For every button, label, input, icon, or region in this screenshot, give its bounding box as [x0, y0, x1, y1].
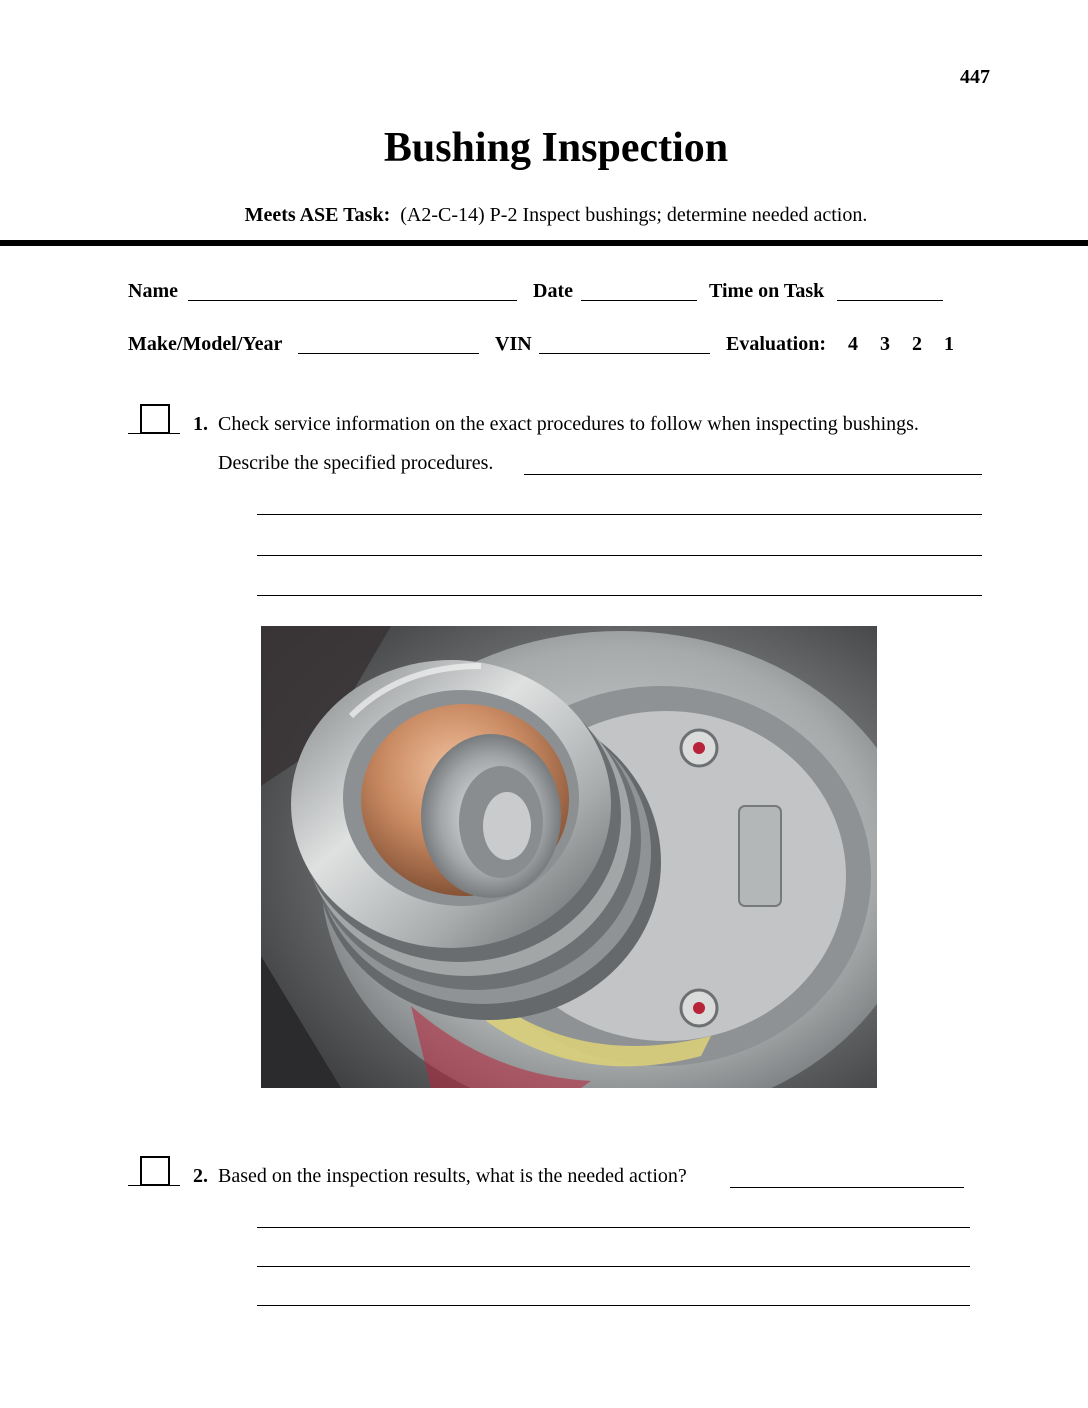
- step-2-checkbox[interactable]: [140, 1156, 170, 1186]
- evaluation-option-3[interactable]: 3: [880, 333, 890, 355]
- step-1-answer-line[interactable]: [257, 595, 982, 596]
- vin-field[interactable]: [539, 353, 710, 354]
- evaluation-option-1[interactable]: 1: [944, 333, 954, 355]
- step-2-answer-line[interactable]: [257, 1266, 970, 1267]
- date-label: Date: [533, 280, 573, 302]
- name-field[interactable]: [188, 300, 517, 301]
- name-label: Name: [128, 280, 178, 302]
- time-on-task-label: Time on Task: [709, 280, 825, 302]
- step-2-text: Based on the inspection results, what is the needed action?: [218, 1165, 687, 1187]
- step-1-checkbox[interactable]: [140, 404, 170, 434]
- bushing-photo-illustration: [261, 626, 877, 1088]
- vin-label: VIN: [495, 333, 532, 355]
- step-2-answer-line[interactable]: [257, 1227, 970, 1228]
- step-1-number: 1.: [193, 413, 208, 435]
- ase-task-text: (A2-C-14) P-2 Inspect bushings; determine needed action.: [400, 204, 868, 226]
- step-2-number: 2.: [193, 1165, 208, 1187]
- step-1-prompt: Describe the specified procedures.: [218, 452, 494, 474]
- ase-task-line: [0, 204, 1088, 227]
- make-model-year-label: Make/Model/Year: [128, 333, 283, 355]
- bushing-photo: [261, 626, 877, 1088]
- step-2-answer-line[interactable]: [730, 1187, 964, 1188]
- evaluation-label: Evaluation:: [726, 333, 827, 355]
- ase-task-label: Meets ASE Task:: [244, 204, 391, 226]
- step-1-answer-line[interactable]: [257, 555, 982, 556]
- date-field[interactable]: [581, 300, 697, 301]
- make-model-year-field[interactable]: [298, 353, 479, 354]
- step-1-answer-line[interactable]: [257, 514, 982, 515]
- step-1-text: Check service information on the exact procedures to follow when inspecting bushings.: [218, 413, 919, 435]
- header-divider: [0, 240, 1088, 246]
- time-on-task-field[interactable]: [837, 300, 943, 301]
- step-2-answer-line[interactable]: [257, 1305, 970, 1306]
- evaluation-option-4[interactable]: 4: [848, 333, 858, 355]
- evaluation-option-2[interactable]: 2: [912, 333, 922, 355]
- page-number: 447: [960, 66, 990, 88]
- page-title: Bushing Inspection: [383, 125, 729, 171]
- step-1-answer-line[interactable]: [524, 474, 982, 475]
